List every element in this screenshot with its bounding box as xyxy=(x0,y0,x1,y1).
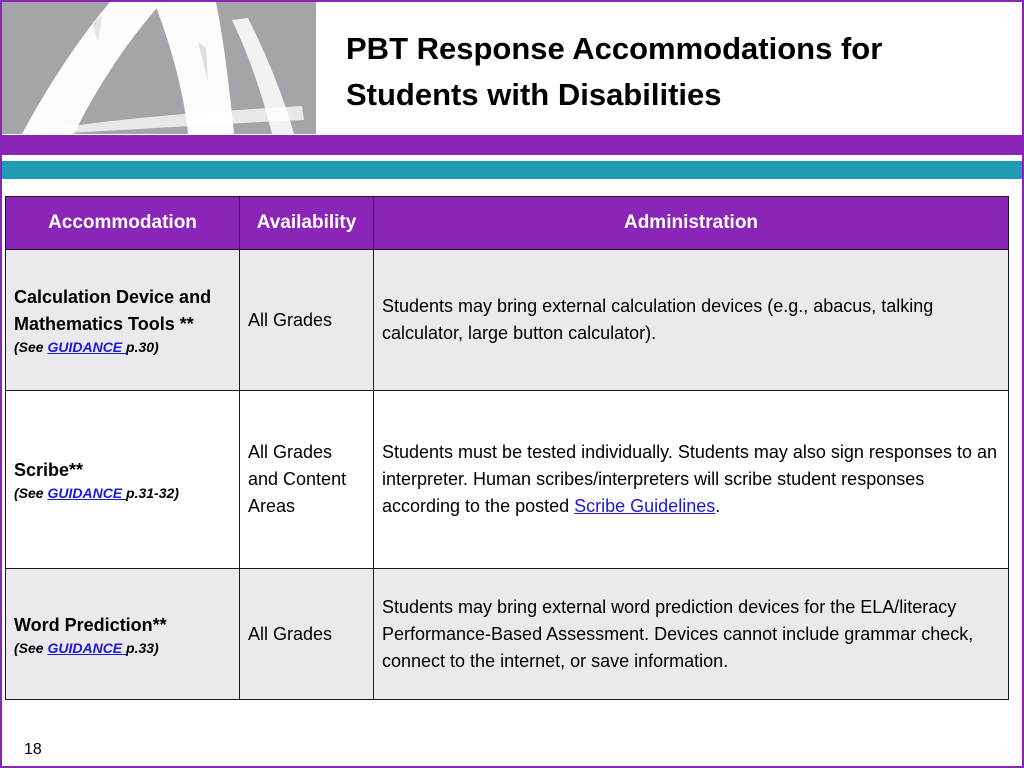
header-availability: Availability xyxy=(240,197,374,250)
table-row xyxy=(6,250,1009,391)
accommodation-name: Calculation Device and Mathematics Tools ** xyxy=(14,287,212,334)
guidance-reference: (See GUIDANCE p.30) xyxy=(14,339,159,355)
logo-a-mark xyxy=(2,2,316,134)
header-administration: Administration xyxy=(374,197,1009,250)
guidance-link[interactable]: GUIDANCE xyxy=(47,485,127,501)
guidance-reference: (See GUIDANCE p.33) xyxy=(14,639,159,656)
guidance-link[interactable]: GUIDANCE xyxy=(47,639,127,656)
accommodation-cell xyxy=(6,391,240,569)
accommodation-cell xyxy=(6,250,240,391)
table-row xyxy=(6,569,1009,700)
header-purple-bar xyxy=(2,135,1022,155)
accommodations-table xyxy=(5,196,1009,700)
administration-cell: Students may bring external word prediction devices for the ELA/literacy Performance-Based Assessment. Devices cannot include grammar check, connect to the internet, or save information. xyxy=(374,569,1009,700)
table-header-row xyxy=(6,197,1009,250)
accommodation-name: Scribe** xyxy=(14,460,84,480)
slide-title-line1: PBT Response Accommodations for xyxy=(346,31,883,66)
accommodation-name: Word Prediction** xyxy=(14,614,167,635)
table-row xyxy=(6,391,1009,569)
brush-a-logo-icon xyxy=(2,2,316,134)
administration-cell: Students must be tested individually. Students may also sign responses to an interpreter. Human scribes/interpreters will scribe student responses according to the posted Scribe Guidelines. xyxy=(374,391,1009,569)
slide-title-line2: Students with Disabilities xyxy=(346,77,722,112)
availability-cell: All Grades xyxy=(240,569,374,700)
accommodation-cell xyxy=(6,569,240,700)
header-teal-bar xyxy=(2,161,1022,179)
slide-title xyxy=(346,26,1006,118)
guidance-link[interactable]: GUIDANCE xyxy=(47,339,127,355)
page-number: 18 xyxy=(24,741,42,758)
administration-cell: Students may bring external calculation devices (e.g., abacus, talking calculator, large button calculator). xyxy=(374,250,1009,391)
availability-cell: All Grades and Content Areas xyxy=(240,391,374,569)
header-accommodation: Accommodation xyxy=(6,197,240,250)
guidance-reference: (See GUIDANCE p.31-32) xyxy=(14,485,179,501)
scribe-guidelines-link[interactable]: Scribe Guidelines xyxy=(574,496,716,516)
availability-cell: All Grades xyxy=(240,250,374,391)
